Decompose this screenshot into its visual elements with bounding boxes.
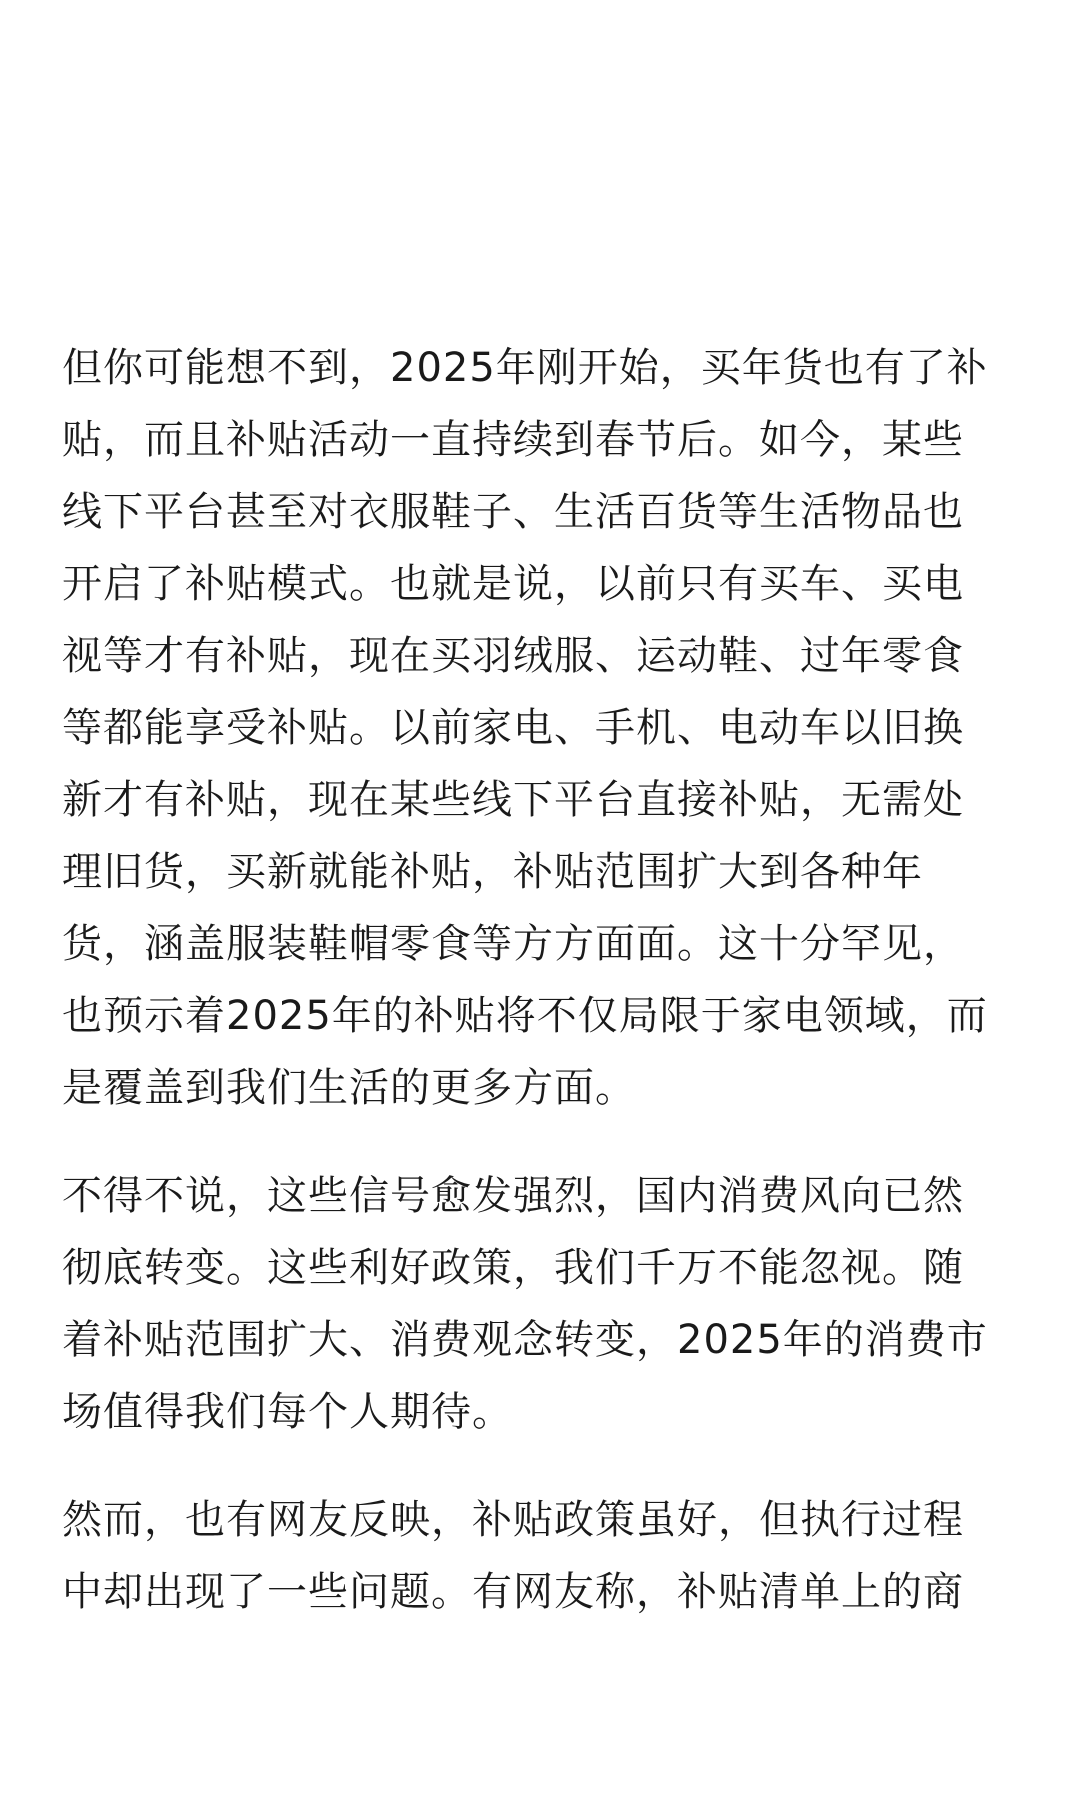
paragraph-1 xyxy=(62,332,1022,1124)
text-line: 也预示着2025年的补贴将不仅局限于家电领域，而 xyxy=(62,993,988,1039)
text-line: 等都能享受补贴。以前家电、手机、电动车以旧换 xyxy=(62,705,964,751)
text-line: 贴，而且补贴活动一直持续到春节后。如今，某些 xyxy=(62,417,964,463)
text-line: 着补贴范围扩大、消费观念转变，2025年的消费市 xyxy=(62,1317,988,1363)
article-body xyxy=(62,332,1022,1628)
text-line: 中却出现了一些问题。有网友称，补贴清单上的商 xyxy=(62,1569,964,1615)
text-line: 新才有补贴，现在某些线下平台直接补贴，无需处 xyxy=(62,777,964,823)
text-line: 彻底转变。这些利好政策，我们千万不能忽视。随 xyxy=(62,1245,964,1291)
text-line: 线下平台甚至对衣服鞋子、生活百货等生活物品也 xyxy=(62,489,964,535)
text-line: 理旧货，买新就能补贴，补贴范围扩大到各种年 xyxy=(62,849,923,895)
text-line: 但你可能想不到，2025年刚开始，买年货也有了补 xyxy=(62,345,988,391)
paragraph-gap xyxy=(62,1448,1022,1484)
paragraph-3 xyxy=(62,1484,1022,1628)
text-line: 视等才有补贴，现在买羽绒服、运动鞋、过年零食 xyxy=(62,633,964,679)
text-line: 不得不说，这些信号愈发强烈，国内消费风向已然 xyxy=(62,1173,964,1219)
text-line: 场值得我们每个人期待。 xyxy=(62,1389,513,1435)
paragraph-gap xyxy=(62,1124,1022,1160)
text-line: 然而，也有网友反映，补贴政策虽好，但执行过程 xyxy=(62,1497,964,1543)
paragraph-2 xyxy=(62,1160,1022,1448)
text-line: 货，涵盖服装鞋帽零食等方方面面。这十分罕见， xyxy=(62,921,964,967)
text-line: 开启了补贴模式。也就是说，以前只有买车、买电 xyxy=(62,561,964,607)
text-line: 是覆盖到我们生活的更多方面。 xyxy=(62,1065,636,1111)
